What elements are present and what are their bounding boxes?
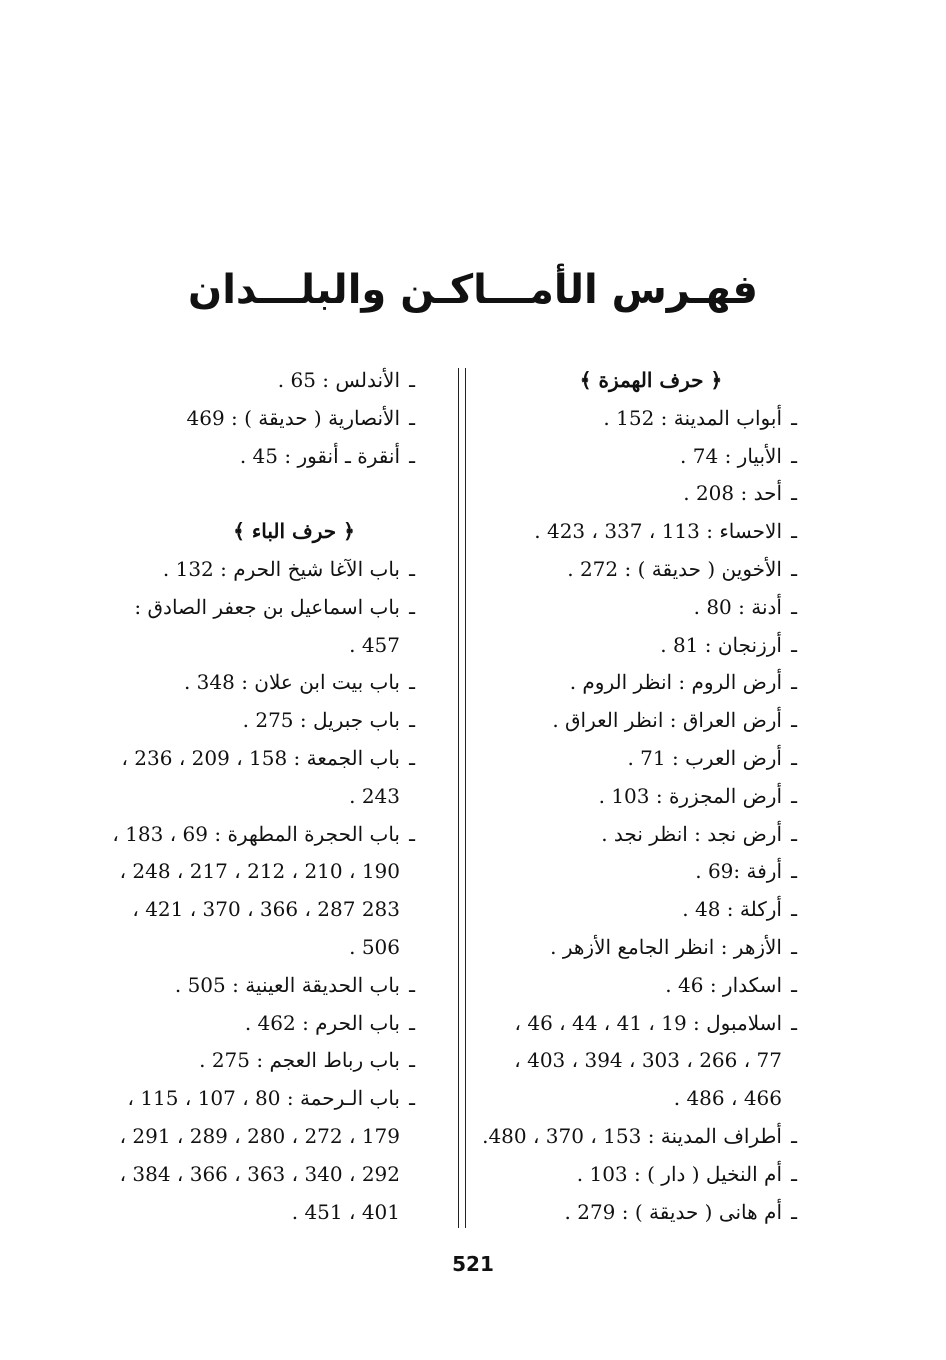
entry-dash: ـ bbox=[791, 821, 797, 846]
entry-dash: ـ bbox=[791, 556, 797, 581]
entry-text: أبواب المدينة : 152 . bbox=[603, 405, 782, 430]
index-entry bbox=[466, 1005, 806, 1043]
entry-text: باب الحديقة العينية : 505 . bbox=[174, 972, 400, 997]
entry-text: 179 ، 272 ، 280 ، 289 ، 291 ، bbox=[119, 1123, 400, 1148]
entry-dash: ـ bbox=[409, 368, 415, 392]
entry-text: باب بيت ابن علان : 348 . bbox=[183, 670, 400, 695]
entry-dash: ـ bbox=[791, 1161, 797, 1186]
entry-dash: ـ bbox=[409, 1086, 415, 1111]
index-entry bbox=[466, 1156, 806, 1194]
entry-text: باب الـرحمة : 80 ، 107 ، 115 ، bbox=[127, 1086, 400, 1111]
entry-dash: ـ bbox=[409, 972, 415, 997]
index-entry bbox=[124, 1042, 424, 1080]
entry-dash: ـ bbox=[791, 897, 797, 922]
entry-dash: ـ bbox=[791, 859, 797, 884]
entry-dash: ـ bbox=[791, 745, 797, 770]
index-entry bbox=[466, 475, 806, 513]
index-entry bbox=[119, 1156, 424, 1194]
section-spacer bbox=[124, 475, 424, 513]
entry-text: الأنصارية ( حديقة ) : 469 bbox=[186, 405, 400, 430]
index-entry bbox=[124, 362, 424, 400]
index-entry bbox=[466, 1118, 806, 1156]
index-entry bbox=[124, 1194, 424, 1232]
index-entry bbox=[466, 816, 806, 854]
index-entry bbox=[124, 589, 424, 627]
entry-dash: ـ bbox=[791, 481, 797, 506]
index-entry bbox=[466, 1042, 806, 1080]
index-entry bbox=[466, 589, 806, 627]
index-entry bbox=[466, 702, 806, 740]
entry-text: أطراف المدينة : 153 ، 370 ، 480. bbox=[482, 1123, 782, 1148]
entry-dash: ـ bbox=[409, 745, 415, 770]
entry-dash: ـ bbox=[409, 556, 415, 581]
index-entry bbox=[119, 1118, 424, 1156]
index-entry bbox=[466, 664, 806, 702]
entry-dash: ـ bbox=[791, 783, 797, 808]
index-entry bbox=[124, 400, 424, 438]
index-entry bbox=[124, 1080, 424, 1118]
entry-text: 292 ، 340 ، 363 ، 366 ، 384 ، bbox=[119, 1161, 400, 1186]
right-column bbox=[466, 362, 806, 1231]
entry-text: 77 ، 266 ، 303 ، 394 ، 403 ، bbox=[514, 1048, 782, 1073]
entry-text: أنقرة ـ أنقور : 45 . bbox=[239, 443, 400, 468]
left-column bbox=[112, 362, 424, 1231]
index-entry bbox=[124, 664, 424, 702]
index-entry bbox=[124, 778, 424, 816]
column-divider bbox=[458, 368, 466, 1228]
entry-dash: ـ bbox=[791, 594, 797, 619]
entry-dash: ـ bbox=[409, 594, 415, 619]
entry-text: 466 ، 486 . bbox=[673, 1086, 782, 1111]
entry-text: 243 . bbox=[349, 783, 400, 808]
entry-text: أرض العراق : انظر العراق . bbox=[552, 708, 782, 733]
right-column-entries bbox=[466, 400, 806, 1232]
entry-text: باب الآغا شيخ الحرم : 132 . bbox=[162, 556, 400, 581]
entry-text: 506 . bbox=[349, 934, 400, 959]
entry-text: أرض المجزرة : 103 . bbox=[598, 783, 782, 808]
page-number: 521 bbox=[452, 1252, 494, 1276]
index-entry bbox=[124, 438, 424, 476]
entry-dash: ـ bbox=[791, 708, 797, 733]
entry-dash: ـ bbox=[791, 519, 797, 544]
entry-text: الاحساء : 113 ، 337 ، 423 . bbox=[534, 519, 782, 544]
entry-text: أرض نجد : انظر نجد . bbox=[601, 821, 782, 846]
index-entry bbox=[124, 929, 424, 967]
entry-dash: ـ bbox=[409, 1048, 415, 1073]
entry-dash: ـ bbox=[409, 670, 415, 695]
entry-text: الأندلس : 65 . bbox=[277, 368, 400, 392]
entry-text: الأزهر : انظر الجامع الأزهر . bbox=[550, 934, 782, 959]
index-entry bbox=[466, 778, 806, 816]
entry-text: باب جبريل : 275 . bbox=[242, 708, 400, 733]
entry-text: أركلة : 48 . bbox=[682, 897, 782, 922]
entry-text: اسكدار : 46 . bbox=[665, 972, 782, 997]
index-entry bbox=[466, 438, 806, 476]
entry-text: باب رباط العجم : 275 . bbox=[199, 1048, 400, 1073]
entry-dash: ـ bbox=[409, 708, 415, 733]
entry-dash: ـ bbox=[791, 405, 797, 430]
index-entry bbox=[124, 1005, 424, 1043]
section-heading-ba: ﴿ حرف الباء ﴾ bbox=[233, 519, 355, 544]
entry-dash: ـ bbox=[791, 972, 797, 997]
entry-dash: ـ bbox=[409, 1010, 415, 1035]
index-entry bbox=[124, 702, 424, 740]
entry-text: الأخوين ( حديقة ) : 272 . bbox=[567, 556, 782, 581]
entry-text: 401 ، 451 . bbox=[291, 1199, 400, 1224]
index-entry bbox=[466, 891, 806, 929]
entry-dash: ـ bbox=[791, 1010, 797, 1035]
entry-text: باب الحجرة المطهرة : 69 ، 183 ، bbox=[112, 821, 400, 846]
index-entry bbox=[112, 816, 424, 854]
index-entry bbox=[466, 627, 806, 665]
entry-text: أرزنجان : 81 . bbox=[660, 632, 782, 657]
index-entry bbox=[121, 740, 424, 778]
entry-text: باب الجمعة : 158 ، 209 ، 236 ، bbox=[121, 745, 400, 770]
entry-text: أرض الروم : انظر الروم . bbox=[569, 670, 782, 695]
entry-dash: ـ bbox=[791, 1199, 797, 1224]
entry-dash: ـ bbox=[791, 1123, 797, 1148]
index-entry bbox=[466, 513, 806, 551]
index-entry bbox=[466, 929, 806, 967]
entry-text: باب الحرم : 462 . bbox=[244, 1010, 400, 1035]
entry-text: باب اسماعيل بن جعفر الصادق : bbox=[134, 594, 400, 619]
index-entry bbox=[124, 891, 424, 929]
index-entry bbox=[466, 853, 806, 891]
entry-text: أرفة :69 . bbox=[695, 859, 782, 884]
index-entry bbox=[466, 1194, 806, 1232]
entry-dash: ـ bbox=[409, 821, 415, 846]
entry-text: أرض العرب : 71 . bbox=[627, 745, 782, 770]
entry-text: اسلامبول : 19 ، 41 ، 44 ، 46 ، bbox=[514, 1010, 782, 1035]
index-entry bbox=[124, 627, 424, 665]
index-entry bbox=[124, 551, 424, 589]
entry-text: أم هانى ( حديقة ) : 279 . bbox=[564, 1199, 782, 1224]
entry-text: 283 287 ، 366 ، 370 ، 421 ، bbox=[132, 897, 400, 922]
entry-dash: ـ bbox=[409, 443, 415, 468]
index-entry bbox=[124, 967, 424, 1005]
entry-dash: ـ bbox=[791, 670, 797, 695]
left-column-top-entries bbox=[124, 362, 424, 475]
index-entry bbox=[119, 853, 424, 891]
left-column-entries bbox=[112, 551, 424, 1231]
entry-dash: ـ bbox=[791, 934, 797, 959]
index-entry bbox=[466, 1080, 806, 1118]
entry-text: أحد : 208 . bbox=[683, 481, 782, 506]
index-entry bbox=[466, 967, 806, 1005]
entry-text: أدنة : 80 . bbox=[693, 594, 782, 619]
entry-dash: ـ bbox=[409, 405, 415, 430]
entry-text: 190 ، 210 ، 212 ، 217 ، 248 ، bbox=[119, 859, 400, 884]
entry-dash: ـ bbox=[791, 443, 797, 468]
entry-text: أم النخيل ( دار ) : 103 . bbox=[576, 1161, 782, 1186]
entry-text: الأبيار : 74 . bbox=[680, 443, 782, 468]
section-heading-hamza: ﴿ حرف الهمزة ﴾ bbox=[579, 368, 723, 392]
page-title: فهـرس الأمـــاكـن والبلـــدان bbox=[188, 267, 758, 313]
entry-dash: ـ bbox=[791, 632, 797, 657]
index-entry bbox=[466, 740, 806, 778]
index-entry bbox=[466, 551, 806, 589]
entry-text: 457 . bbox=[349, 632, 400, 657]
index-entry bbox=[466, 400, 806, 438]
